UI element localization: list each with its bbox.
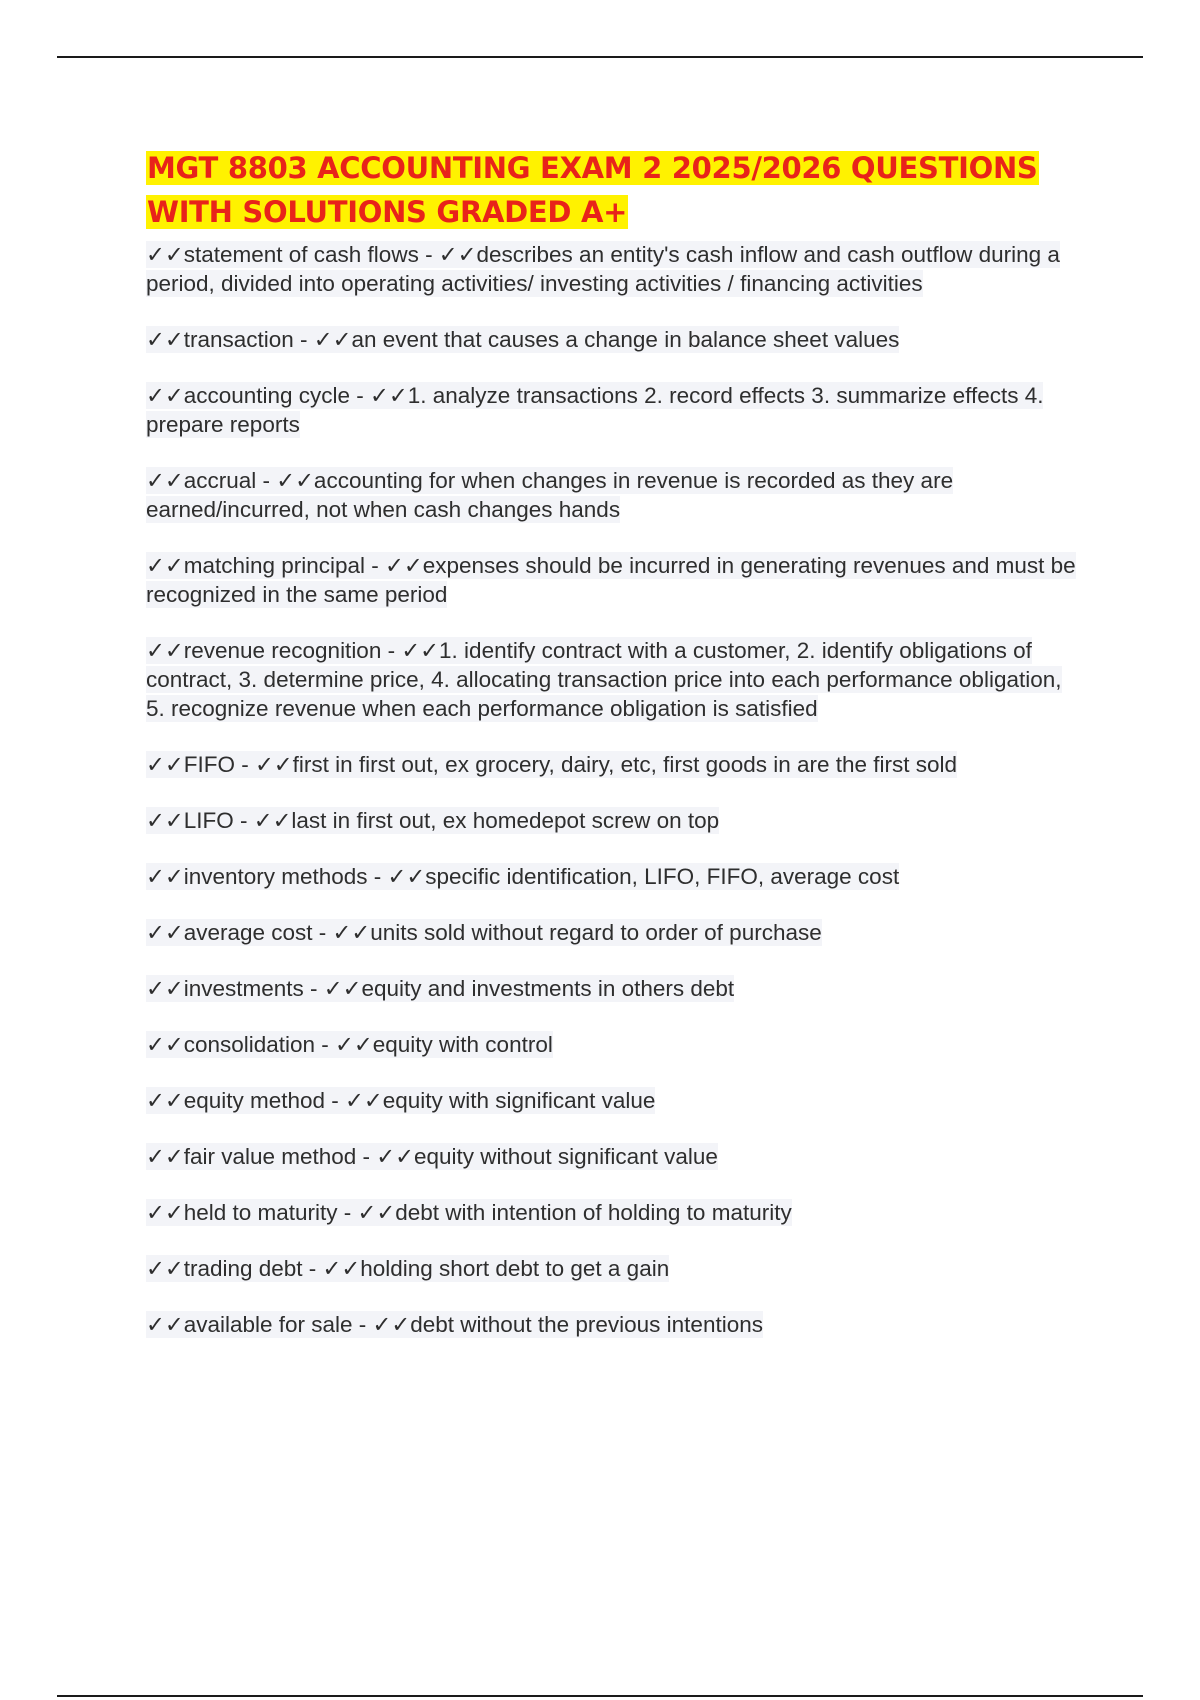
qa-text: ✓✓available for sale - ✓✓debt without the previous intentions: [146, 1312, 763, 1337]
list-item: [146, 325, 1081, 354]
qa-text: ✓✓matching principal - ✓✓expenses should be incurred in generating revenues and must be recognized in the same period: [146, 553, 1076, 607]
list-item: [146, 806, 1081, 835]
list-item: [146, 636, 1081, 723]
qa-text: ✓✓consolidation - ✓✓equity with control: [146, 1032, 553, 1057]
document-body: [146, 146, 1081, 1366]
qa-text: ✓✓accrual - ✓✓accounting for when changes in revenue is recorded as they are earned/incurred, not when cash changes hands: [146, 468, 954, 522]
list-item: [146, 974, 1081, 1003]
list-item: [146, 1142, 1081, 1171]
bottom-rule: [57, 1695, 1143, 1697]
list-item: [146, 1310, 1081, 1339]
top-rule: [57, 56, 1143, 58]
list-item: [146, 466, 1081, 524]
qa-text: ✓✓LIFO - ✓✓last in first out, ex homedepot screw on top: [146, 808, 720, 833]
list-item: [146, 1198, 1081, 1227]
qa-text: ✓✓fair value method - ✓✓equity without significant value: [146, 1144, 718, 1169]
list-item: [146, 1086, 1081, 1115]
list-item: [146, 381, 1081, 439]
title-line-2: WITH SOLUTIONS GRADED A+: [147, 195, 628, 229]
qa-text: ✓✓transaction - ✓✓an event that causes a change in balance sheet values: [146, 327, 900, 352]
list-item: [146, 1030, 1081, 1059]
qa-text: ✓✓held to maturity - ✓✓debt with intention of holding to maturity: [146, 1200, 792, 1225]
title-line-1: MGT 8803 ACCOUNTING EXAM 2 2025/2026 QUESTIONS: [147, 151, 1038, 185]
qa-text: ✓✓investments - ✓✓equity and investments in others debt: [146, 976, 735, 1001]
list-item: [146, 1254, 1081, 1283]
list-item: [146, 240, 1081, 298]
qa-list: [146, 240, 1081, 1339]
list-item: [146, 750, 1081, 779]
qa-text: ✓✓equity method - ✓✓equity with significant value: [146, 1088, 656, 1113]
list-item: [146, 551, 1081, 609]
qa-text: ✓✓average cost - ✓✓units sold without regard to order of purchase: [146, 920, 822, 945]
qa-text: ✓✓FIFO - ✓✓first in first out, ex grocery, dairy, etc, first goods in are the first sold: [146, 752, 958, 777]
list-item: [146, 918, 1081, 947]
qa-text: ✓✓revenue recognition - ✓✓1. identify contract with a customer, 2. identify obligations of contract, 3. determine price, 4. allocating transaction price into each performance obligation, 5. recognize revenue when each performance obligation is satisfied: [146, 638, 1062, 721]
qa-text: ✓✓inventory methods - ✓✓specific identification, LIFO, FIFO, average cost: [146, 864, 900, 889]
qa-text: ✓✓trading debt - ✓✓holding short debt to get a gain: [146, 1256, 670, 1281]
qa-text: ✓✓accounting cycle - ✓✓1. analyze transactions 2. record effects 3. summarize effects 4. prepare reports: [146, 383, 1044, 437]
list-item: [146, 862, 1081, 891]
qa-text: ✓✓statement of cash flows - ✓✓describes an entity's cash inflow and cash outflow during a period, divided into operating activities/ investing activities / financing activities: [146, 242, 1060, 296]
document-title: [146, 146, 1081, 234]
